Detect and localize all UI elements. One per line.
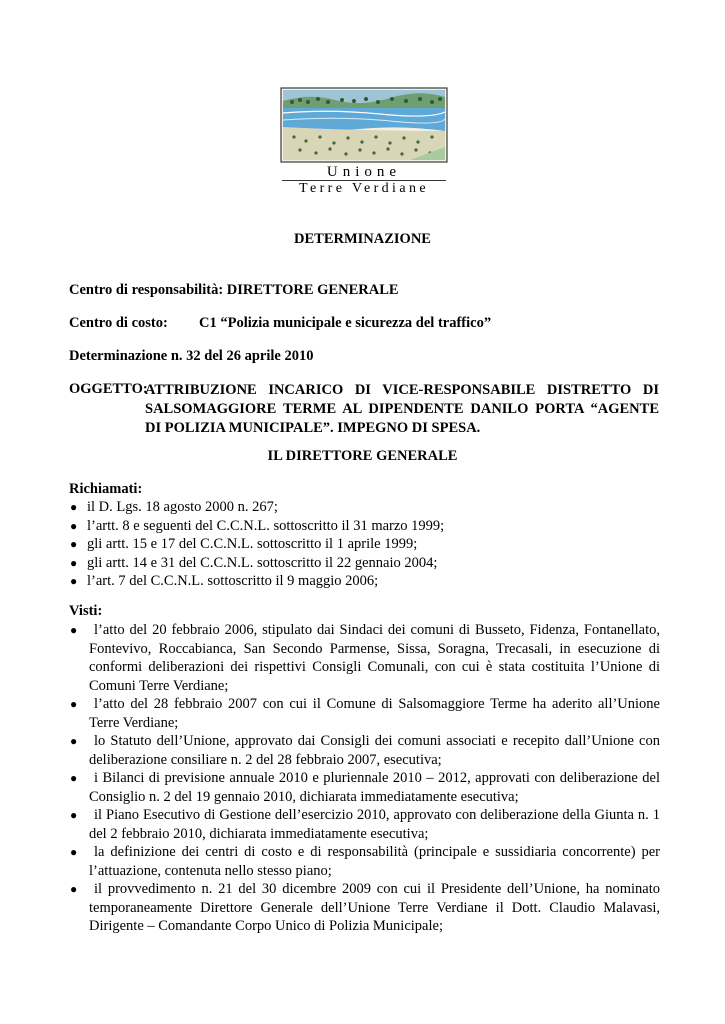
oggetto-text [145, 381, 659, 438]
determinazione-number: Determinazione n. 32 del 26 aprile 2010 [69, 348, 314, 364]
logo-text-terre-verdiane: Terre Verdiane [299, 181, 429, 196]
oggetto-line: DI POLIZIA MUNICIPALE”. IMPEGNO DI SPESA. [145, 420, 481, 436]
bullet-icon: ● [70, 734, 78, 748]
list-item: ● il Piano Esecutivo di Gestione dell’esercizio 2010, approvato con deliberazione della Giunta n. 1 del 2 febbraio 2010, dichiarata immediatamente esecutiva; [70, 807, 660, 842]
list-item: ● gli artt. 15 e 17 del C.C.N.L. sottoscritto il 1 aprile 1999; [70, 536, 418, 552]
list-item: ● la definizione dei centri di costo e di responsabilità (principale e sussidiaria concorrente) per l’attuazione, contenuta nello stesso piano; [70, 844, 660, 879]
list-item: ● il provvedimento n. 21 del 30 dicembre 2009 con cui il Presidente dell’Unione, ha nominato temporaneamente Direttore Generale dell’Unione Terre Verdiane il Dott. Claudio Malavasi, Dirigente – Comandante Corpo Unico di Polizia Municipale; [70, 881, 660, 934]
list-item: ● gli artt. 14 e 31 del C.C.N.L. sottoscritto il 22 gennaio 2004; [70, 554, 438, 571]
list-item: ● l’atto del 28 febbraio 2007 con cui il Comune di Salsomaggiore Terme ha aderito all’Unione Terre Verdiane; [70, 696, 660, 731]
richiamati-heading: Richiamati: [69, 481, 143, 497]
bullet-icon: ● [70, 845, 78, 859]
document-title: DETERMINAZIONE [294, 231, 431, 247]
oggetto-line: ATTRIBUZIONE INCARICO DI VICE-RESPONSABILE DISTRETTO DI [145, 382, 659, 398]
bullet-icon: ● [70, 518, 78, 533]
centro-costo-value: C1 “Polizia municipale e sicurezza del traffico” [199, 315, 492, 331]
visti-heading: Visti: [69, 603, 103, 619]
visti-list [69, 621, 660, 936]
list-item: ● lo Statuto dell’Unione, approvato dai Consigli dei comuni associati e recepito dall’Unione con deliberazione consiliare n. 2 del 28 febbraio 2007, esecutiva; [70, 733, 660, 768]
oggetto-label: OGGETTO: [69, 381, 148, 397]
bullet-icon: ● [70, 697, 78, 711]
list-item: ● i Bilanci di previsione annuale 2010 e pluriennale 2010 – 2012, approvati con deliberazione del Consiglio n. 2 del 19 gennaio 2010, dichiarata immediatamente esecutiva; [70, 770, 660, 805]
list-item: ● l’artt. 8 e seguenti del C.C.N.L. sottoscritto il 31 marzo 1999; [70, 517, 445, 534]
bullet-icon: ● [70, 808, 78, 822]
logo-text-unione: Unione [326, 164, 402, 180]
list-item: ● l’atto del 20 febbraio 2006, stipulato dai Sindaci dei comuni di Busseto, Fidenza, Fontanellato, Fontevivo, Roccabianca, San Secondo Parmense, Sissa, Soragna, Trecasali, in esecuzione di conformi deliberazioni dei rispettivi Consigli Comunali, con cui è stata costituita l’Unione di Comuni Terre Verdiane; [70, 622, 660, 694]
bullet-icon: ● [70, 771, 78, 785]
bullet-icon: ● [70, 500, 78, 514]
landscape-painting [280, 87, 448, 163]
centro-costo-label: Centro di costo: [69, 315, 168, 331]
bullet-icon: ● [70, 882, 78, 896]
bullet-icon: ● [70, 537, 78, 551]
bullet-icon: ● [70, 555, 78, 570]
oggetto-line: SALSOMAGGIORE TERME AL DIPENDENTE DANILO PORTA “AGENTE [145, 401, 659, 417]
bullet-icon: ● [70, 574, 78, 588]
oggetto-block [69, 381, 659, 441]
list-item: ● l’art. 7 del C.C.N.L. sottoscritto il 9 maggio 2006; [70, 573, 379, 589]
bullet-icon: ● [70, 623, 78, 637]
richiamati-list [69, 498, 660, 591]
section-heading-direttore: IL DIRETTORE GENERALE [267, 448, 458, 464]
centro-responsabilita: Centro di responsabilità: DIRETTORE GENERALE [69, 282, 399, 298]
list-item: ● il D. Lgs. 18 agosto 2000 n. 267; [70, 499, 278, 515]
unione-logo [280, 87, 448, 199]
